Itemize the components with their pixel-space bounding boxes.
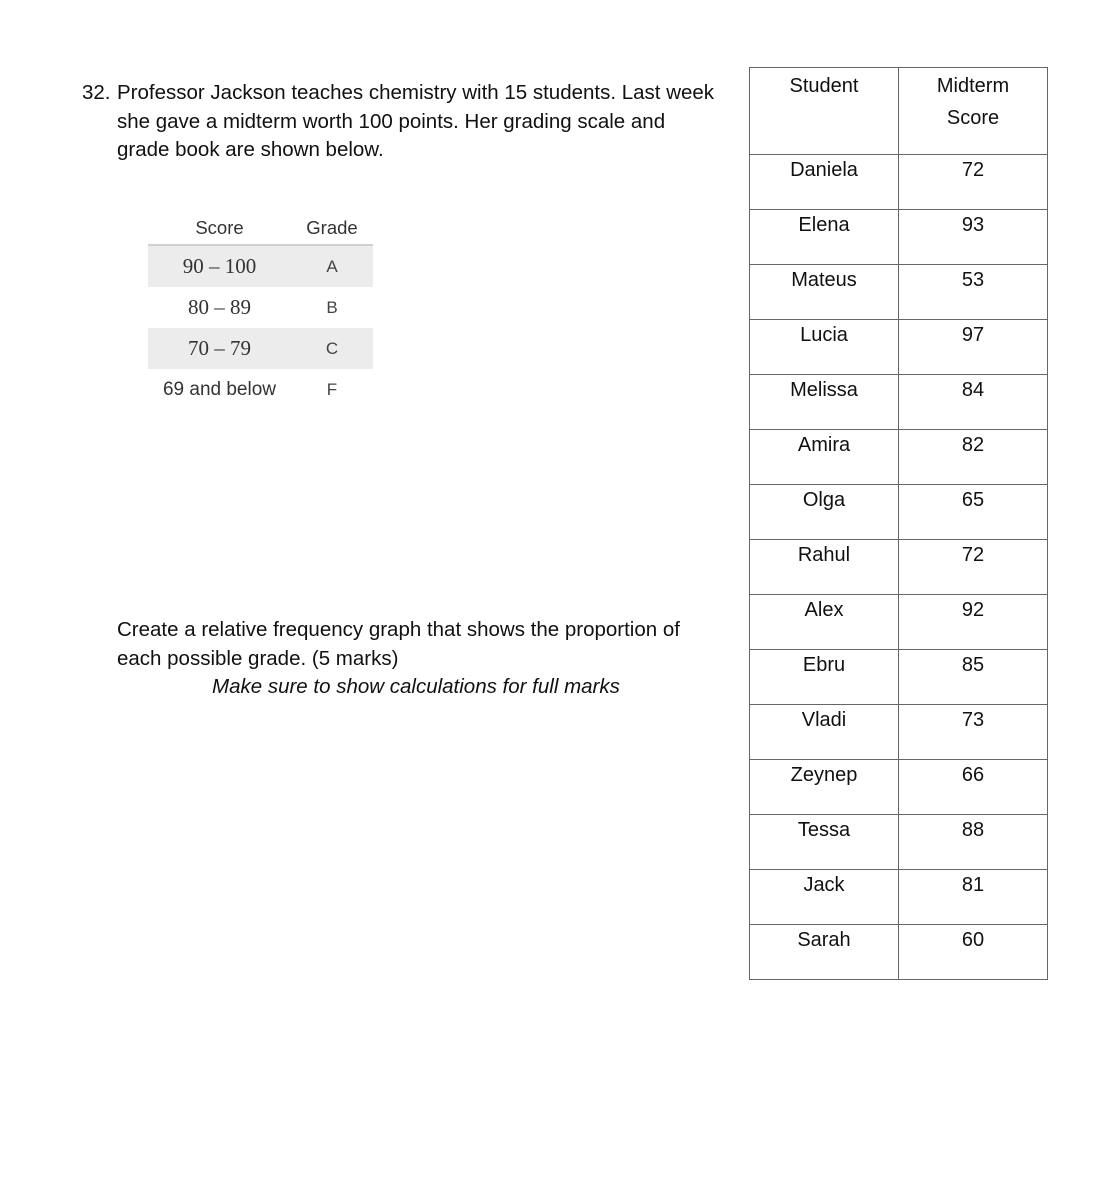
- gradebook-row: [750, 155, 1048, 210]
- grading-scale-row: [148, 328, 373, 369]
- gradebook-header-row: [750, 68, 1048, 155]
- student-name: Jack: [750, 870, 899, 925]
- gradebook-row: [750, 540, 1048, 595]
- midterm-score: 82: [899, 430, 1048, 485]
- student-name: Sarah: [750, 925, 899, 980]
- grade-letter: F: [326, 379, 338, 399]
- midterm-score: 73: [899, 705, 1048, 760]
- gradebook-row: [750, 925, 1048, 980]
- instruction-line-2: each possible grade. (5 marks): [117, 646, 399, 670]
- score-range: 90 – 100: [148, 245, 291, 287]
- midterm-score: 84: [899, 375, 1048, 430]
- student-name: Rahul: [750, 540, 899, 595]
- gradebook-row: [750, 485, 1048, 540]
- gradebook-row: [750, 430, 1048, 485]
- midterm-score: 60: [899, 925, 1048, 980]
- midterm-score: 97: [899, 320, 1048, 375]
- gradebook-row: [750, 815, 1048, 870]
- student-name: Ebru: [750, 650, 899, 705]
- midterm-score: 88: [899, 815, 1048, 870]
- student-name: Olga: [750, 485, 899, 540]
- student-name: Amira: [750, 430, 899, 485]
- grade-letter: A: [291, 245, 373, 287]
- question-line-1: 32. Professor Jackson teaches chemistry with 15 students. Last week: [82, 79, 742, 108]
- gradebook-row: [750, 265, 1048, 320]
- grading-scale-header-row: [148, 212, 373, 245]
- score-range: 70 – 79: [148, 328, 291, 369]
- instruction-note: Make sure to show calculations for full marks: [212, 675, 620, 698]
- question-line-2: she gave a midterm worth 100 points. Her grading scale and: [117, 109, 666, 133]
- question-number: 32.: [82, 81, 111, 104]
- student-header: Student: [750, 68, 899, 155]
- student-name: Lucia: [750, 320, 899, 375]
- midterm-score: 85: [899, 650, 1048, 705]
- grading-scale-row: [148, 369, 373, 410]
- grade-header: Grade: [291, 212, 373, 245]
- midterm-score: 72: [899, 540, 1048, 595]
- student-name: Daniela: [750, 155, 899, 210]
- midterm-score: 72: [899, 155, 1048, 210]
- score-range: 69 and below: [162, 378, 277, 400]
- midterm-score: 66: [899, 760, 1048, 815]
- gradebook-row: [750, 760, 1048, 815]
- midterm-score: 53: [899, 265, 1048, 320]
- question-line-3: grade book are shown below.: [117, 138, 384, 161]
- gradebook-row: [750, 375, 1048, 430]
- midterm-score: 81: [899, 870, 1048, 925]
- grade-letter: B: [326, 297, 338, 317]
- score-range: 80 – 89: [188, 295, 251, 319]
- midterm-score: 65: [899, 485, 1048, 540]
- student-name: Tessa: [750, 815, 899, 870]
- instruction-text: [117, 616, 737, 702]
- gradebook-row: [750, 595, 1048, 650]
- student-name: Alex: [750, 595, 899, 650]
- student-name: Mateus: [750, 265, 899, 320]
- question-text: [82, 79, 742, 165]
- score-header: Score: [148, 212, 291, 245]
- midterm-score: 93: [899, 210, 1048, 265]
- gradebook-table: [749, 67, 1048, 980]
- gradebook-row: [750, 210, 1048, 265]
- gradebook-row: [750, 705, 1048, 760]
- student-name: Zeynep: [750, 760, 899, 815]
- grading-scale-table: [148, 212, 373, 410]
- student-name: Vladi: [750, 705, 899, 760]
- instruction-line-1: Create a relative frequency graph that shows the proportion of: [117, 618, 680, 641]
- midterm-score: 92: [899, 595, 1048, 650]
- student-name: Elena: [750, 210, 899, 265]
- grading-scale-row: [148, 245, 373, 287]
- gradebook-row: [750, 650, 1048, 705]
- gradebook-row: [750, 870, 1048, 925]
- grading-scale-row: [148, 287, 373, 328]
- student-name: Melissa: [750, 375, 899, 430]
- midterm-score-header: Midterm Score: [899, 68, 1048, 155]
- grade-letter: C: [291, 328, 373, 369]
- gradebook-row: [750, 320, 1048, 375]
